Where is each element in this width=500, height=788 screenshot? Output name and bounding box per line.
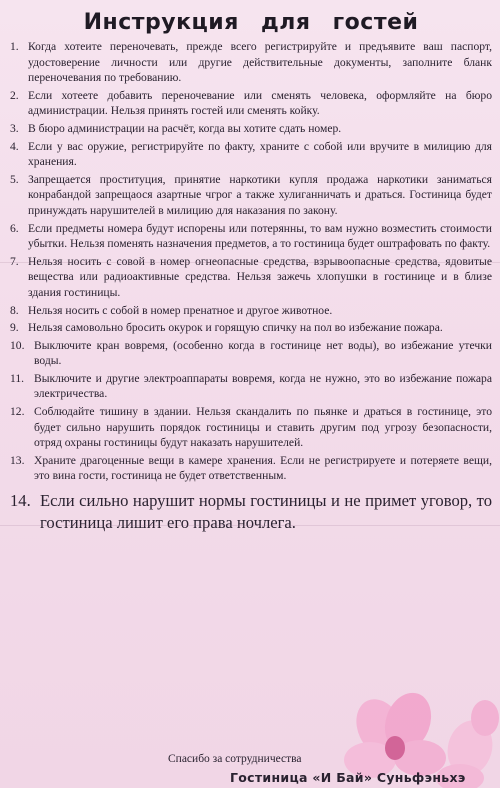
rule-text: Нельзя самовольно бросить окурок и горящую спичку на пол во избежание пожара.	[28, 321, 443, 335]
rule-item	[10, 39, 492, 86]
rule-item	[10, 371, 492, 402]
rule-item	[10, 453, 492, 484]
paper-crease	[0, 262, 500, 263]
rule-text: Нельзя носить с совой в номер огнеопасные средства, взрывоопасные средства, ядовитые вещества или радиоактивные средства. Нельзя зажечь хлопушки в гостинице и в близе здания гостиницы.	[28, 254, 492, 299]
rule-item	[10, 221, 492, 252]
rule-number: 4.	[10, 139, 19, 153]
rule-number: 1.	[10, 40, 19, 53]
rule-text: В бюро администрации на расчёт, когда вы хотите сдать номер.	[28, 121, 342, 135]
rule-number: 6.	[10, 221, 19, 235]
rule-text: Если у вас оружие, регистрируйте по факту, храните с собой или вручите в милицию для хранения.	[28, 139, 492, 169]
rule-item	[10, 303, 492, 319]
rule-item	[10, 338, 492, 369]
rule-number: 7.	[10, 254, 19, 268]
rule-text: Нельзя носить с собой в номер пренатное и другое животное.	[28, 303, 333, 317]
rule-item	[10, 172, 492, 219]
rule-text: Выключите и другие электроаппараты вовремя, когда не нужно, это во избежание пожара электричества.	[34, 371, 492, 401]
rule-number: 2.	[10, 88, 19, 102]
rule-text: Если сильно нарушит нормы гостиницы и не примет уговор, то гостиница лишит его права ночлега.	[40, 491, 492, 533]
rule-number: 3.	[10, 121, 19, 135]
rule-text: Соблюдайте тишину в здании. Нельзя скандалить по пьянке и драться в гостинице, это будет сильно нарушить порядок гостиницы и ставить другим под угрозу безопасности, отряд охраны гостиницы будут наказать нарушителей.	[34, 405, 492, 450]
rule-text: Выключите кран вовремя, (особенно когда в гостинице нет воды), во избежание утечки воды.	[34, 338, 492, 368]
rule-item	[10, 121, 492, 137]
thanks-note: Спасибо за сотрудничества	[168, 753, 302, 765]
rule-text: Если предметы номера будут испорены или потерянны, то вам нужно возместить стоимости убытки. Нельзя поменять назначения предметов, а то гостиница будет оштрафовать по факту.	[28, 221, 492, 251]
paper-crease	[0, 525, 500, 526]
rule-item	[10, 139, 492, 170]
rule-text: Запрещается проституция, принятие наркотики купля продажа наркотики заниматься конрабандой запрещаося азартные чгрог а также хулиганничать и драться. Гостиница будет принуждать нарушителей в милицию для наказания по закону.	[28, 172, 492, 217]
rule-number: 13.	[10, 453, 25, 467]
rule-item	[10, 88, 492, 119]
hotel-signature: Гостиница «И Бай» Суньфэньхэ	[230, 770, 466, 785]
rule-item	[10, 404, 492, 451]
rule-number: 5.	[10, 172, 19, 186]
rule-text: Когда хотеите переночевать, прежде всего регистрируйте и предъявите ваш паспорт, удостоверение личности или другие действительные документы, заполните бланк переночевания по требованию.	[28, 40, 492, 85]
rules-list	[10, 39, 492, 534]
rule-item	[10, 490, 492, 534]
rule-item	[10, 254, 492, 301]
rule-text: Если хотеете добавить переночевание или сменять человека, оформляйте на бюро администрации. Нельзя принять гостей или сменять койку.	[28, 88, 492, 118]
rule-item	[10, 320, 492, 336]
rule-number: 11.	[10, 371, 25, 385]
rule-number: 8.	[10, 303, 19, 317]
page-title: Инструкция для гостей	[83, 10, 419, 35]
rule-text: Храните драгоценные вещи в камере хранения. Если не регистрируете и потеряете вещи, это вина гости, гостиница не будет ответственным.	[34, 453, 492, 483]
rule-number: 10.	[10, 338, 25, 352]
rule-number: 14.	[10, 491, 31, 511]
rule-number: 9.	[10, 321, 19, 335]
rule-number: 12.	[10, 405, 25, 419]
